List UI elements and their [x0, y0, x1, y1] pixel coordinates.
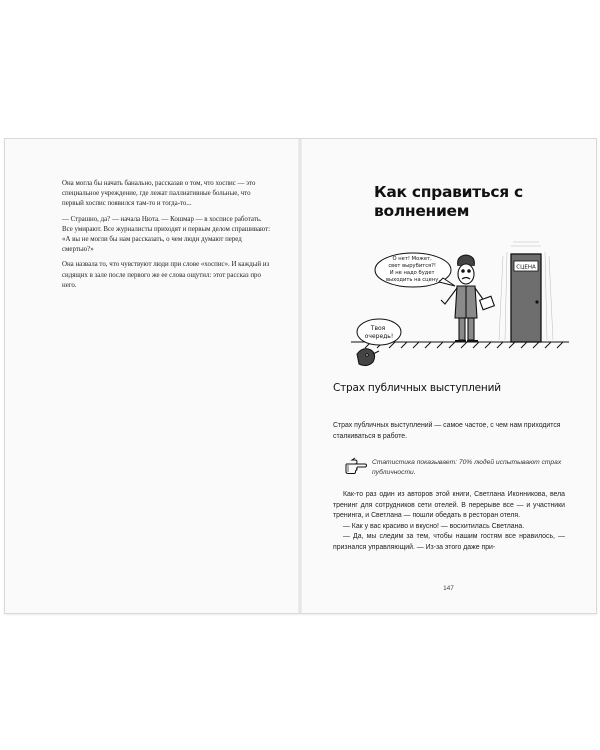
right-page: [301, 139, 596, 613]
page-number: 147: [443, 585, 454, 592]
left-page-text: [62, 179, 272, 296]
speech-bubble-worried: [375, 253, 455, 287]
section-title: Страх публичных выступлений: [333, 382, 501, 394]
chapter-title: Как справиться с волнением: [374, 183, 523, 220]
bubble-line: И не надо будет: [389, 270, 435, 276]
door-sign-text: СЦЕНА: [516, 264, 536, 271]
statistic-text: Статистика показывает: 70% людей испытывают страх публичности.: [372, 459, 562, 476]
left-page: [5, 139, 300, 613]
chapter-illustration: [331, 224, 571, 374]
bubble-line: выходить на сцену.: [386, 277, 440, 283]
left-paragraph: Она назвала то, что чувствуют люди при слове «хоспис». И каждый из сидящих в зале после первого же ее слова ощутил: этот рассказ про него.: [62, 261, 270, 289]
bubble-line: Твоя: [370, 325, 386, 332]
left-paragraph: — Страшно, да? — начала Нюта. — Кошмар — в хосписе работать. Все умирают. Все журналисты приходят и первым делом спрашивают: «А вы не могли бы нам рассказать, о чем люди думают перед смертью?»: [62, 215, 271, 254]
body-paragraph: — Да, мы следим за тем, чтобы нашим гостям все нравилось, — признался управляющий. — Из-за этого даже при-: [333, 533, 565, 551]
left-paragraph: Она могла бы начать банально, рассказав о том, что хоспис — это специальное учреждение, где лежат паллиативные больные, что первый хоспис появился там-то и тогда-то...: [62, 180, 256, 208]
body-paragraph: Как-то раз один из авторов этой книги, Светлана Иконникова, вела тренинг для сотрудников сети отелей. В перерыве все — и участники тренинга, и Светлана — пошли обедать в ресторан отеля.: [333, 491, 565, 520]
bubble-line: очередь!: [364, 333, 394, 340]
dog-figure: [357, 349, 379, 366]
intro-paragraph: Страх публичных выступлений — самое частое, с чем нам приходится сталкиваться в работе.: [333, 422, 561, 440]
pointing-hand-icon: [345, 457, 367, 475]
bubble-line: свет вырубится?!: [388, 263, 437, 269]
bubble-line: О нет! Может,: [392, 256, 432, 262]
speech-bubble-your-turn: [357, 319, 401, 345]
body-paragraph: — Как у вас красиво и вкусно! — восхитилась Светлана.: [343, 522, 525, 530]
svg-text:О нет! Может, свет в: [386, 256, 440, 283]
statistic-callout: [345, 457, 565, 487]
door: [511, 254, 541, 342]
body-text: [333, 490, 565, 554]
book-spread: [4, 138, 597, 614]
